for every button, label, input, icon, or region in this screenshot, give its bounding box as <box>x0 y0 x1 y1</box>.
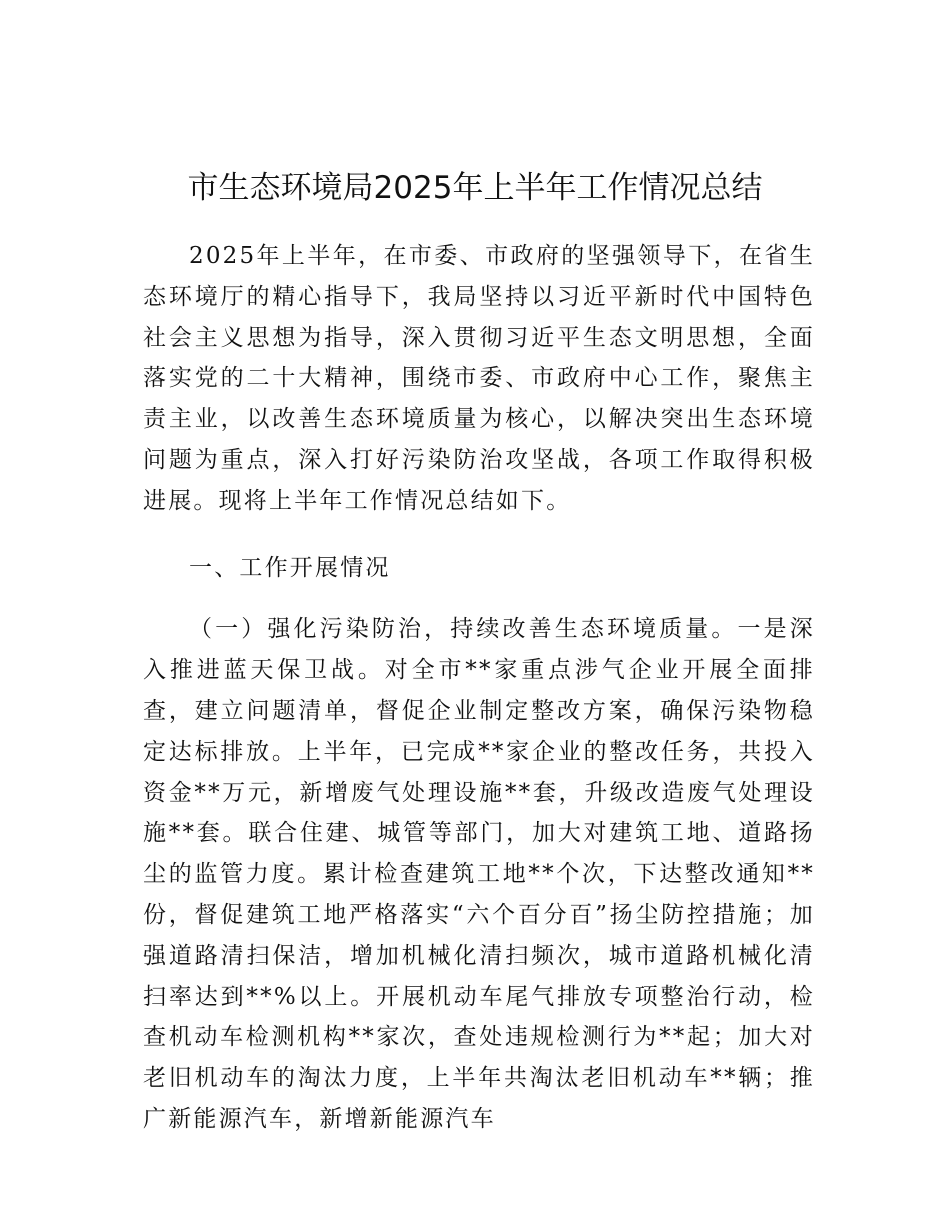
document-title: 市生态环境局2025年上半年工作情况总结 <box>187 170 763 206</box>
section-heading: 一、工作开展情况 <box>189 554 391 581</box>
intro-paragraph: 2025年上半年，在市委、市政府的坚强领导下，在省生态环境厅的精心指导下，我局坚持以习近平新时代中国特色社会主义思想为指导，深入贯彻习近平生态文明思想，全面落实党的二十大精神，围绕市委、市政府中心工作，聚焦主责主业，以改善生态环境质量为核心，以解决突出生态环境问题为重点，深入打好污染防治攻坚战，各项工作取得积极进展。现将上半年工作情况总结如下。 <box>143 243 815 514</box>
document-body <box>143 236 815 1140</box>
subsection-paragraph: （一）强化污染防治，持续改善生态环境质量。一是深入推进蓝天保卫战。对全市**家重点涉气企业开展全面排查，建立问题清单，督促企业制定整改方案，确保污染物稳定达标排放。上半年，已完成**家企业的整改任务，共投入资金**万元，新增废气处理设施**套，升级改造废气处理设施**套。联合住建、城管等部门，加大对建筑工地、道路扬尘的监管力度。累计检查建筑工地**个次，下达整改通知**份，督促建筑工地严格落实“六个百分百”扬尘防控措施；加强道路清扫保洁，增加机械化清扫频次，城市道路机械化清扫率达到**%以上。开展机动车尾气排放专项整治行动，检查机动车检测机构**家次，查处违规检测行为**起；加大对老旧机动车的淘汰力度，上半年共淘汰老旧机动车**辆；推广新能源汽车，新增新能源汽车 <box>143 616 815 1132</box>
